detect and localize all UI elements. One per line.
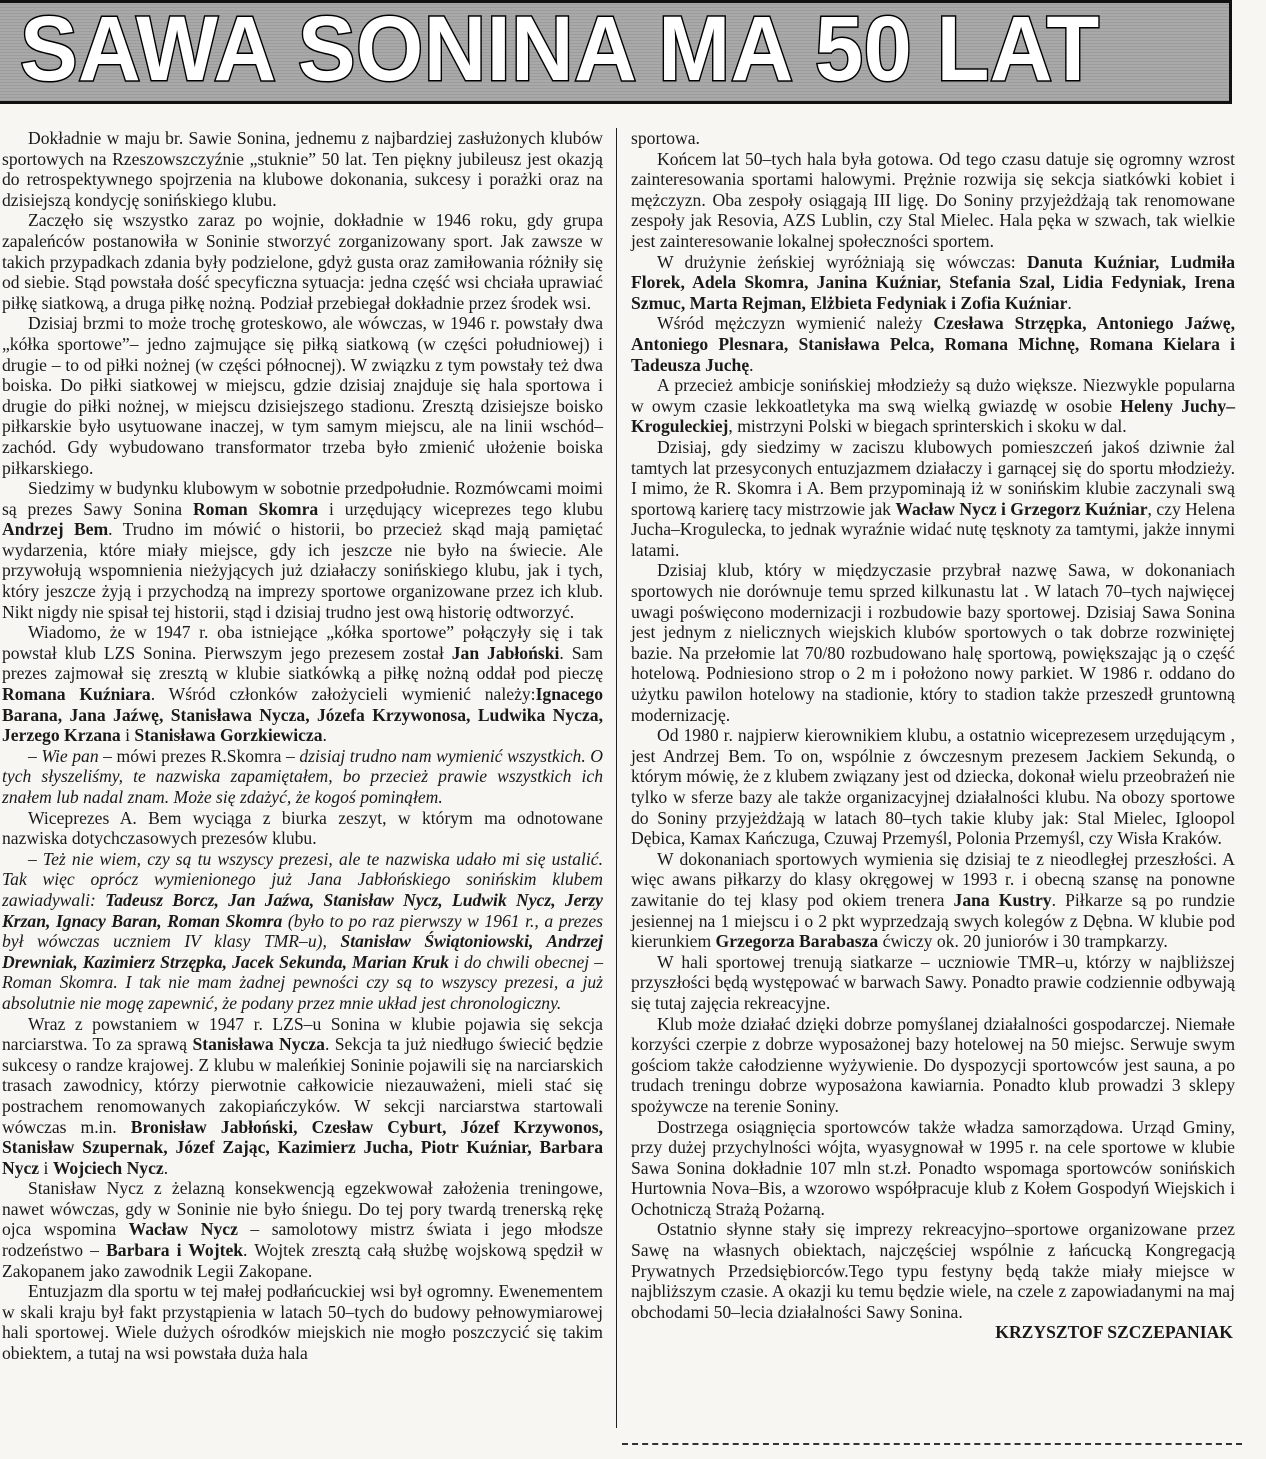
article-paragraph: Entuzjazm dla sportu w tej małej podłańcuckiej wsi był ogromny. Ewenementem w skali kraju był fakt przystąpienia w latach 50–tych do budowy pełnowymiarowej hali sportowej. Wiele dużych ośrodków miejskich nie mogło poszczycić się takim obiektem, a tutaj na wsi powstała duża hala xyxy=(2,1281,603,1364)
article-paragraph: Wśród mężczyzn wymienić należy Czesława Strzępka, Antoniego Jaźwę, Antoniego Plesnara, Stanisława Pelca, Romana Michnę, Romana Kielara i Tadeusza Juchę. xyxy=(631,313,1235,375)
article-paragraph: sportowa. xyxy=(631,128,700,148)
author-byline: KRZYSZTOF SZCZEPANIAK xyxy=(995,1322,1233,1343)
article-paragraph: Wraz z powstaniem w 1947 r. LZS–u Sonina w klubie pojawia się sekcja narciarstwa. To za sprawą Stanisława Nycza. Sekcja ta już niedługo świecić będzie sukcesy o randze krajowej. Z klubu w maleńkiej Soninie pojawili się na narciarskich trasach zawodnicy, którzy pierwotnie całkowicie niezauważeni, mieli stać się postrachem renomowanych zakopiańczyków. W sekcji narciarstwa startowali wówczas m.in. Bronisław Jabłoński, Czesław Cyburt, Józef Krzywonos, Stanisław Szupernak, Józef Zając, Kazimierz Jucha, Piotr Kuźniar, Barbara Nycz i Wojciech Nycz. xyxy=(2,1013,604,1178)
article-paragraph: Ostatnio słynne stały się imprezy rekreacyjno–sportowe organizowane przez Sawę na własnych obiektach, najczęściej wspólnie z łańcucką Kongregacją Prywatnych Przedsiębiorców.Tego typu festyny będą także miały miejsce w najbliższym czasie. A okazji ku temu będzie wiele, na czele z zapowiadanymi na maj obchodami 50–lecia działalności Sawy Sonina. xyxy=(631,1219,1235,1322)
article-paragraph: Dokładnie w maju br. Sawie Sonina, jednemu z najbardziej zasłużonych klubów sportowych na Rzeszowszczyźnie „stuknie” 50 lat. Ten piękny jubileusz jest okazją do retrospektywnego spojrzenia na klubowe dokonania, sukcesy i porażki oraz na dzisiejszą kondycję sonińskiego klubu. xyxy=(2,128,603,210)
article-paragraph: Stanisław Nycz z żelazną konsekwencją egzekwował założenia treningowe, nawet wówczas, gdy w Soninie nie było śniegu. Do tej pory twardą trenerską rękę ojca wspomina Wacław Nycz – samolotowy mistrz świata i jego młodsze rodzeństwo – Barbara i Wojtek. Wojtek zresztą całą służbę wojskową spędził w Zakopanem jako zawodnik Legii Zakopane. xyxy=(2,1178,603,1281)
article-column-right xyxy=(627,128,1237,1438)
headline: SAWA SONINA MA 50 LAT xyxy=(20,0,1100,100)
bottom-rule xyxy=(622,1443,1242,1445)
article-paragraph: W dokonaniach sportowych wymienia się dzisiaj te z nieodległej przeszłości. A więc awans piłkarzy do klasy okręgowej w 1993 r. i obecną szansę na ponowne zawitanie do tej klasy pod okiem trenera Jana Kustry. Piłkarze są po rundzie jesiennej na 1 miejscu i o 2 pkt wyprzedzają swych kolegów z Dębna. W klubie pod kierunkiem Grzegorza Barabasza ćwiczy ok. 20 juniorów i 30 trampkarzy. xyxy=(631,848,1235,952)
article-paragraph: Końcem lat 50–tych hala była gotowa. Od tego czasu datuje się ogromny wzrost zainteresowania sportami halowymi. Prężnie rozwija się sekcja siatkówki kobiet i mężczyzn. Oba zespoły osiągają III ligę. Do Soniny przyjeżdżają tak renomowane zespoły jak Resovia, AZS Lublin, czy Stal Mielec. Hala pęka w szwach, tak wielkie jest zainteresowanie lokalnej społeczności sportem. xyxy=(631,148,1235,251)
article-column-left xyxy=(0,128,607,1438)
article-paragraph: – Wie pan – mówi prezes R.Skomra – dzisiaj trudno nam wymienić wszystkich. O tych słyszeliśmy, te nazwiska zapamiętałem, bo przecież prawie wszystkich ich znałem lub nadal znam. Może się zdażyć, że kogoś pominąłem. xyxy=(2,745,603,807)
article-paragraph: Dostrzega osiągnięcia sportowców także władza samorządowa. Urząd Gminy, przy dużej przychylności wójta, wyasygnował w 1995 r. na cele sportowe w klubie Sawa Sonina dokładnie 107 mln st.zł. Ponadto wspomaga sportowców sonińskich Hurtownia Nova–Bis, a wzorowo współpracuje klub z Kołem Gospodyń Wiejskich i Ochotniczą Strażą Pożarną. xyxy=(631,1116,1235,1219)
article-paragraph: Siedzimy w budynku klubowym w sobotnie przedpołudnie. Rozmówcami moimi są prezes Sawy Sonina Roman Skomra i urzędujący wiceprezes tego klubu Andrzej Bem. Trudno im mówić o historii, bo przecież skąd mają pamiętać wydarzenia, które miały miejsce, gdy ich jeszcze nie było na świecie. Ale przywołują wspomnienia nieżyjących już działaczy sonińskiego klubu, jak i tych, który jeszcze żyją i przychodzą na imprezy sportowe organizowane przez ich klub. Nikt nigdy nie spisał tej historii, stąd i dzisiaj trudno jest ową historię odtworzyć. xyxy=(2,478,603,622)
article-paragraph: Wiceprezes A. Bem wyciąga z biurka zeszyt, w którym ma odnotowane nazwiska dotychczasowych prezesów klubu. xyxy=(2,807,603,849)
article-paragraph: W drużynie żeńskiej wyróżniają się wówczas: Danuta Kuźniar, Ludmiła Florek, Adela Skomra, Janina Kuźniar, Stefania Szal, Lidia Fedyniak, Irena Szmuc, Marta Rejman, Elżbieta Fedyniak i Zofia Kuźniar. xyxy=(631,251,1235,313)
article-paragraph: Wiadomo, że w 1947 r. oba istniejące „kółka sportowe” połączyły się i tak powstał klub LZS Sonina. Pierwszym jego prezesem został Jan Jabłoński. Sam prezes zajmował się zresztą w klubie siatkówką a piłkę nożną oddał pod pieczę Romana Kuźniara. Wśród członków założycieli wymienić należy:Ignacego Barana, Jana Jaźwę, Stanisława Nycza, Józefa Krzywonosa, Ludwika Nycza, Jerzego Krzana i Stanisława Gorzkiewicza. xyxy=(2,622,603,746)
column-divider xyxy=(616,128,617,1428)
article-paragraph: – Też nie wiem, czy są tu wszyscy prezesi, ale te nazwiska udało mi się ustalić. Tak więc oprócz wymienionego już Jana Jabłońskiego sonińskim klubem zawiadywali: Tadeusz Borcz, Jan Jaźwa, Stanisław Nycz, Ludwik Nycz, Jerzy Krzan, Ignacy Baran, Roman Skomra (było to po raz pierwszy w 1961 r., a prezes był wówczas uczniem IV klasy TMR–u), Stanisław Świątoniowski, Andrzej Drewniak, Kazimierz Strzępka, Jacek Sekunda, Marian Kruk i do chwili obecnej – Roman Skomra. I tak nie mam żadnej pewności czy są to wszyscy prezesi, a już absolutnie nie mogę zapewnić, że podany przez mnie układ jest chronologiczny. xyxy=(2,848,603,1013)
article-paragraph: W hali sportowej trenują siatkarze – uczniowie TMR–u, którzy w najbliższej przyszłości będą występować w barwach Sawy. Ponadto prawie codziennie odbywają się tutaj zajęcia rekreacyjne. xyxy=(631,951,1235,1013)
article-paragraph: Dzisiaj, gdy siedzimy w zaciszu klubowych pomieszczeń jakoś dziwnie żal tamtych lat przesyconych entuzjazmem działaczy i garnącej się do sportu młodzieży. I mimo, że R. Skomra i A. Bem przypominają iż w sonińskim klubie zaczynali swą sportową karierę tacy mistrzowie jak Wacław Nycz i Grzegorz Kuźniar, czy Helena Jucha–Krogulecka, to jednak wyraźnie widać nutę tęsknoty za tamtymi, jakże innymi latami. xyxy=(631,436,1236,560)
article-paragraph: A przecież ambicje sonińskiej młodzieży są dużo większe. Niezwykle popularna w owym czasie lekkoatletyka ma swą wielką gwiazdę w osobie Heleny Juchy–Kroguleckiej, mistrzyni Polski w biegach sprinterskich i skoku w dal. xyxy=(631,375,1235,437)
headline-banner xyxy=(0,0,1232,104)
article-paragraph: Dzisiaj klub, który w międzyczasie przybrał nazwę Sawa, w dokonaniach sportowych nie dorównuje temu sprzed kilkunastu lat . W latach 70–tych najwięcej uwagi poświęcono modernizacji i rozbudowie bazy sportowej. Dzisiaj Sawa Sonina jest jednym z nielicznych wiejskich klubów sportowych o tak dobrze rozwiniętej bazie. Na przełomie lat 70/80 rozbudowano halę sportową, powiększając ją o część hotelową. Podniesiono strop o 2 m i położono nowy parkiet. W 1986 r. oddano do użytku pawilon hotelowy na stadionie, który to stadion także przeszedł gruntowną modernizację. xyxy=(631,560,1235,725)
article-paragraph: Dzisiaj brzmi to może trochę groteskowo, ale wówczas, w 1946 r. powstały dwa „kółka sportowe”– jedno zajmujące się piłką siatkową (w części południowej) i drugie – to od piłki nożnej (w części północnej). W związku z tym powstały też dwa boiska. Do piłki siatkowej w miejscu, gdzie dzisiaj znajduje się hala sportowa i drugie do piłki nożnej, w miejscu dzisiejszego stadionu. Zresztą dzisiejsze boisko piłkarskie było usytuowane inaczej, w tym samym miejscu, ale na linii wschód–zachód. Gdy wybudowano transformator trzeba było zmienić ułożenie boiska piłkarskiego. xyxy=(2,313,603,478)
article-paragraph: Od 1980 r. najpierw kierownikiem klubu, a ostatnio wiceprezesem urzędującym , jest Andrzej Bem. To on, wspólnie z ówczesnym prezesem Jackiem Sekundą, o którym mówię, że z klubem związany jest od dziecka, dokonał wielu przeobrażeń nie tylko w sferze bazy ale także organizacyjnej działalności klubu. Na obozy sportowe do Soniny przyjeżdżają w latach 80–tych takie kluby jak: Stal Mielec, Igloopol Dębica, Kamax Kańczuga, Czuwaj Przemyśl, Polonia Przemyśl, czy Wisła Kraków. xyxy=(631,725,1235,849)
article-paragraph: Klub może działać dzięki dobrze pomyślanej działalności gospodarczej. Niemałe korzyści czerpie z dobrze wyposażonej bazy hotelowej na 50 miejsc. Serwuje swym gościom także całodzienne wyżywienie. Do dyspozycji sportowców jest sauna, a po trudach treningu dobrze wyposażona kawiarnia. Ponadto klub prowadzi 3 sklepy spożywcze na terenie Soniny. xyxy=(631,1013,1235,1116)
article-paragraph: Zaczęło się wszystko zaraz po wojnie, dokładnie w 1946 roku, gdy grupa zapaleńców postanowiła w Soninie stworzyć zorganizowany sport. Jak zawsze w takich przypadkach zdania były podzielone, gdyż gusta oraz zamiłowania różniły się od siebie. Stąd powstała dość specyficzna sytuacja: jedna część wsi chciała uprawiać piłkę siatkową, a druga piłkę nożną. Podział przebiegał dokładnie przez środek wsi. xyxy=(2,210,603,313)
